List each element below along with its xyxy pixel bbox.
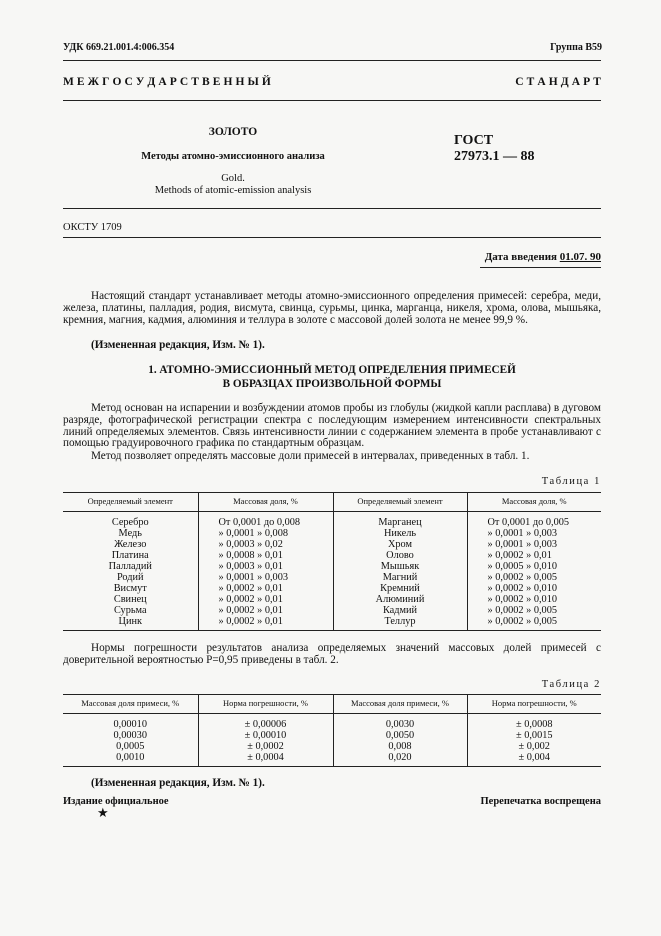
table-row [63,616,601,631]
table-cell: Серебро [111,516,149,528]
intro-date-rule [480,267,601,268]
table-row [63,741,601,752]
table-cell: ± 0,00010 [198,730,333,741]
title-ru-sub: Методы атомно-эмиссионного анализа [141,151,325,162]
header-rule [63,60,601,61]
table-cell: » 0,0008 » 0,01 [198,550,333,561]
table-cell: » 0,0003 » 0,01 [198,561,333,572]
section-1-para-2: Метод позволяет определять массовые доли примесей в интервалах, приведенных в табл. 1. [91,450,530,462]
table-row [63,561,601,572]
table-cell: » 0,0002 » 0,010 [467,594,601,605]
table-1-header: Определяемый элемент [333,493,467,512]
table-cell: » 0,0002 » 0,01 [198,594,333,605]
table-cell: От 0,0001 до 0,008 [198,511,333,528]
edition-note-2: (Измененная редакция, Изм. № 1). [91,777,265,789]
intro-date-label: Дата введения [484,251,557,263]
table-cell: 0,0010 [63,752,198,767]
table-cell: 0,0030 [333,713,467,730]
table-cell: Кремний [333,583,467,594]
table-cell: ± 0,0004 [198,752,333,767]
title-en-main: Gold. [221,173,245,184]
group-code: Группа В59 [550,42,602,53]
table-cell: » 0,0002 » 0,01 [198,583,333,594]
udk-code: УДК 669.21.001.4:006.354 [63,42,175,53]
table-cell: ± 0,0015 [467,730,601,741]
table-row [63,572,601,583]
gost-designation [454,133,535,165]
table-row [63,752,601,767]
norms-paragraph: Нормы погрешности результатов анализа определяемых значений массовых долей примесей с доверительной вероятностью Р=0,95 приведены в табл. 2. [63,642,601,666]
table-cell: ± 0,004 [467,752,601,767]
banner-word-2: С Т А Н Д А Р Т [515,76,601,88]
table-row [63,713,601,730]
table-2-header: Массовая доля примеси, % [333,695,467,714]
table-cell: Олово [333,550,467,561]
table-1-caption: Таблица 1 [541,476,601,487]
table-cell: Алюминий [333,594,467,605]
table-row [63,528,601,539]
table-cell: Мышьяк [333,561,467,572]
table-cell: » 0,0002 » 0,01 [198,616,333,631]
section-1-title [63,363,601,391]
star-icon: ★ [97,805,109,820]
banner-word-1: М Е Ж Г О С У Д А Р С Т В Е Н Н Ы Й [63,76,271,88]
table-cell: » 0,0005 » 0,010 [467,561,601,572]
table-cell: Хром [333,539,467,550]
table-cell: 0,020 [333,752,467,767]
title-en-sub: Methods of atomic-emission analysis [154,185,312,196]
table-2-caption: Таблица 2 [541,679,601,690]
table-2-header: Норма погрешности, % [198,695,333,714]
table-row [63,594,601,605]
table-cell: Железо [114,538,147,550]
intro-date-value: 01.07. 90 [559,251,601,263]
introduction-date [485,252,601,263]
table-cell: ± 0,0008 [467,713,601,730]
table-cell: » 0,0002 » 0,005 [467,605,601,616]
table-cell: Медь [118,527,142,539]
okstu-code: ОКСТУ 1709 [63,222,122,233]
table-cell: ± 0,002 [467,741,601,752]
table-cell: Сурьма [113,604,147,616]
table-cell: » 0,0002 » 0,01 [198,605,333,616]
table-1-header: Массовая доля, % [467,493,601,512]
table-cell: Кадмий [333,605,467,616]
table-cell: Палладий [108,560,152,572]
gost-label: ГОСТ [454,133,494,148]
table-1 [63,492,601,631]
table-cell: » 0,0001 » 0,003 [467,539,601,550]
standard-banner [63,77,601,89]
table-cell: ± 0,0002 [198,741,333,752]
table-cell: 0,00030 [113,729,147,741]
table-cell: ± 0,00006 [198,713,333,730]
table-cell: Цинк [63,616,198,631]
table-cell: » 0,0002 » 0,005 [467,616,601,631]
table-row [63,511,601,528]
table-2-header: Массовая доля примеси, % [63,695,198,714]
table-cell: » 0,0003 » 0,02 [198,539,333,550]
table-cell: Марганец [333,511,467,528]
table-row [63,730,601,741]
table-cell: 0,0005 [116,740,145,752]
table-cell: » 0,0002 » 0,005 [467,572,601,583]
table-cell: Магний [333,572,467,583]
gost-number: 27973.1 — 88 [454,149,535,164]
table-cell: Родий [116,571,144,583]
okstu-rule [63,237,601,238]
table-1-header: Массовая доля, % [198,493,333,512]
section-1-title-line-1: 1. АТОМНО-ЭМИССИОННЫЙ МЕТОД ОПРЕДЕЛЕНИЯ ПРИМЕСЕЙ [148,364,516,376]
table-cell: Теллур [333,616,467,631]
table-cell: Свинец [113,593,147,605]
table-row [63,583,601,594]
table-row [63,539,601,550]
table-2-header: Норма погрешности, % [467,695,601,714]
table-1-header: Определяемый элемент [63,493,198,512]
table-cell: » 0,0002 » 0,01 [467,550,601,561]
table-cell: » 0,0002 » 0,010 [467,583,601,594]
table-cell: От 0,0001 до 0,005 [467,511,601,528]
table-cell: 0,0050 [333,730,467,741]
footer-official-edition: Издание официальное [63,796,169,807]
table-cell: Платина [111,549,149,561]
banner-rule [63,100,601,101]
table-cell: » 0,0001 » 0,003 [467,528,601,539]
table-cell: » 0,0001 » 0,008 [198,528,333,539]
edition-note-1: (Измененная редакция, Изм. № 1). [91,339,265,351]
title-rule [63,208,601,209]
table-cell: Никель [333,528,467,539]
table-cell: 0,008 [333,741,467,752]
table-cell: » 0,0001 » 0,003 [198,572,333,583]
section-1-title-line-2: В ОБРАЗЦАХ ПРОИЗВОЛЬНОЙ ФОРМЫ [222,378,442,390]
title-ru-main: ЗОЛОТО [208,126,258,138]
table-cell: Висмут [113,582,147,594]
section-1-para-1: Метод основан на испарении и возбуждении атомов пробы из глобулы (жидкой капли расплава) в дуговом разряде, фотографической регистрации спектра с последующим измерением интенсивности спектральных линий определяемых элементов. Связь интенсивности линии с содержанием элемента в пробе устанавливают с помощью градуировочного графика по стандартным образцам. [63,402,601,450]
intro-paragraph: Настоящий стандарт устанавливает методы атомно-эмиссионного определения примесей: серебра, меди, железа, платины, палладия, родия, висмута, свинца, сурьмы, цинка, марганца, никеля, хрома, олова, мышьяка, кремния, магния, кадмия, алюминия и теллура в золоте с массовой долей золота не менее 99,9 %. [63,290,601,326]
footer-reprint-prohibited: Перепечатка воспрещена [480,796,601,807]
table-cell: 0,00010 [113,718,147,730]
table-row [63,605,601,616]
table-row [63,550,601,561]
table-2 [63,694,601,767]
